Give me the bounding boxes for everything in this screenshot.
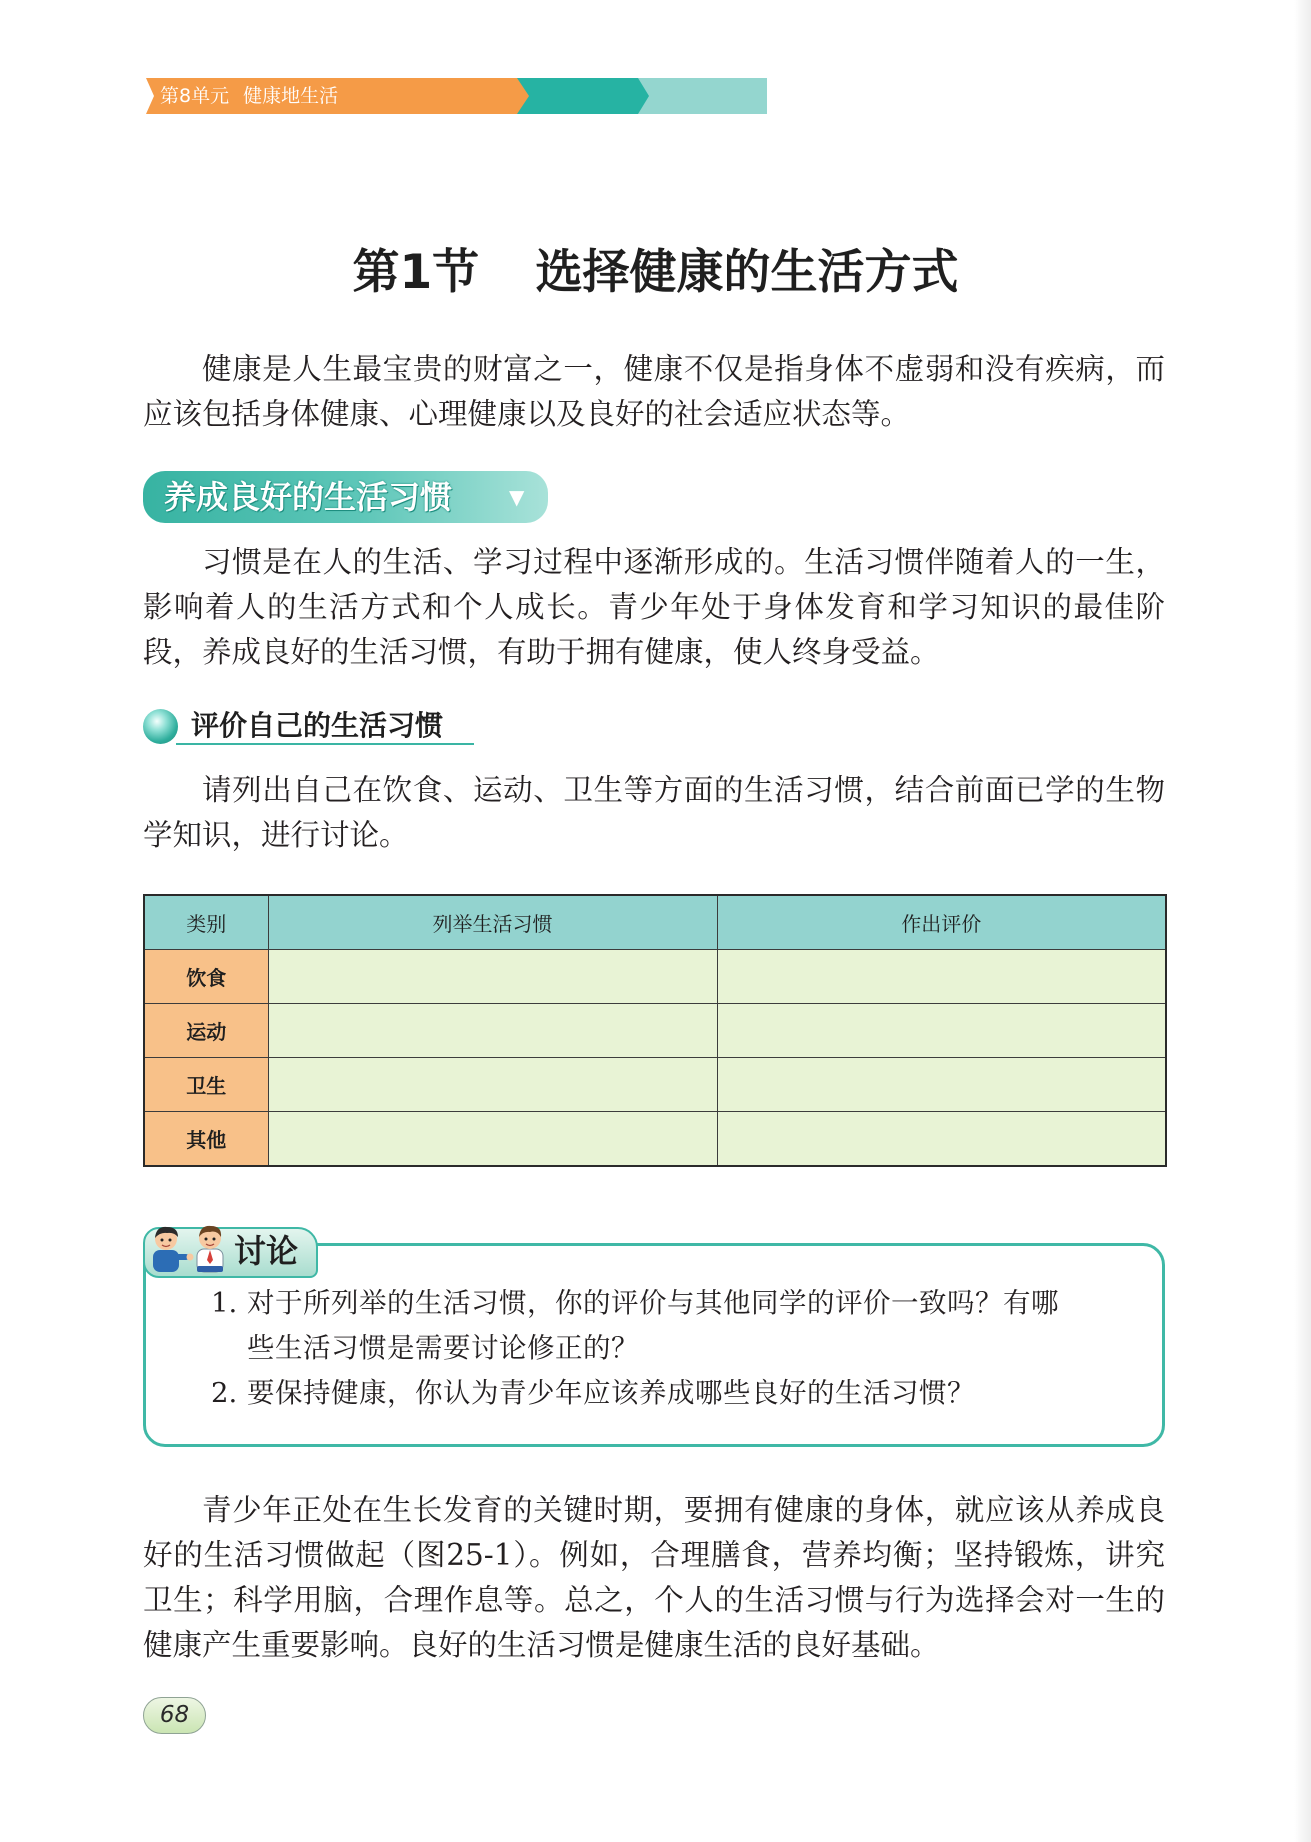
unit-label: 第8单元 (160, 85, 230, 107)
subsection-heading: 评价自己的生活习惯 (191, 709, 444, 742)
discussion-title: 讨论 (234, 1232, 299, 1270)
paragraph-line: 应该包括身体健康、心理健康以及良好的社会适应状态等。 (143, 397, 911, 431)
category-cell: 其他 (144, 1112, 268, 1167)
page-number: 68 (143, 1697, 206, 1734)
paragraph-line: 青少年正处在生长发育的关键时期，要拥有健康的身体，就应该从养成良 (202, 1493, 1165, 1527)
conclusion-paragraph (143, 1488, 1165, 1668)
paragraph-line: 请列出自己在饮食、运动、卫生等方面的生活习惯，结合前面已学的生物 (202, 773, 1165, 807)
category-cell: 卫生 (144, 1058, 268, 1112)
header-bar-teal-segment (515, 78, 649, 114)
table-row (144, 1058, 1166, 1112)
habits-paragraph (143, 540, 1165, 675)
students-cartoon-icon (147, 1224, 231, 1274)
paragraph-line: 学知识，进行讨论。 (143, 818, 409, 852)
student-left (153, 1227, 194, 1272)
paragraph-line: 健康产生重要影响。良好的生活习惯是健康生活的良好基础。 (143, 1628, 940, 1662)
student-right (197, 1226, 223, 1272)
discussion-item-number: 2. (211, 1377, 238, 1409)
table-row (144, 950, 1166, 1004)
evaluate-paragraph (143, 768, 1165, 858)
header-habits: 列举生活习惯 (268, 895, 717, 950)
table-header-row (144, 895, 1166, 950)
category-cell: 运动 (144, 1004, 268, 1058)
paragraph-line: 习惯是在人的生活、学习过程中逐渐形成的。生活习惯伴随着人的一生， (202, 545, 1165, 579)
evaluation-cell (717, 950, 1166, 1004)
paragraph-line: 影响着人的生活方式和个人成长。青少年处于身体发育和学习知识的最佳阶 (143, 590, 1165, 624)
paragraph-line: 健康是人生最宝贵的财富之一，健康不仅是指身体不虚弱和没有疾病，而 (202, 352, 1165, 386)
unit-header (160, 78, 338, 114)
section-heading: 养成良好的生活习惯 (164, 478, 453, 516)
bullet-circle-icon (143, 709, 178, 744)
evaluation-cell (717, 1112, 1166, 1167)
habit-cell (268, 1004, 717, 1058)
section-name: 选择健康的生活方式 (535, 245, 959, 300)
paragraph-line: 好的生活习惯做起（图25-1）。例如，合理膳食，营养均衡；坚持锻炼，讲究 (143, 1538, 1165, 1572)
discussion-item-line: 要保持健康，你认为青少年应该养成哪些良好的生活习惯？ (247, 1377, 975, 1409)
intro-paragraph (143, 347, 1165, 437)
paragraph-line: 段，养成良好的生活习惯，有助于拥有健康，使人终身受益。 (143, 635, 940, 669)
habit-cell (268, 1112, 717, 1167)
discussion-item-number: 1. (211, 1287, 238, 1319)
habit-cell (268, 1058, 717, 1112)
category-cell: 饮食 (144, 950, 268, 1004)
header-bar-light-segment (637, 78, 767, 114)
header-category: 类别 (144, 895, 268, 950)
discussion-item-line: 些生活习惯是需要讨论修正的？ (247, 1332, 639, 1364)
evaluation-cell (717, 1004, 1166, 1058)
discussion-item-line: 对于所列举的生活习惯，你的评价与其他同学的评价一致吗？有哪 (247, 1287, 1059, 1319)
habit-cell (268, 950, 717, 1004)
section-number: 第1节 (352, 245, 480, 300)
unit-topic: 健康地生活 (243, 85, 339, 107)
triangle-down-icon: ▼ (509, 485, 525, 509)
header-evaluation: 作出评价 (717, 895, 1166, 950)
table-row (144, 1112, 1166, 1167)
paragraph-line: 卫生；科学用脑，合理作息等。总之，个人的生活习惯与行为选择会对一生的 (143, 1583, 1165, 1617)
table-row (144, 1004, 1166, 1058)
habits-table (143, 894, 1167, 1167)
evaluation-cell (717, 1058, 1166, 1112)
page-edge-shadow (1294, 0, 1311, 1842)
page-title (0, 245, 1311, 301)
